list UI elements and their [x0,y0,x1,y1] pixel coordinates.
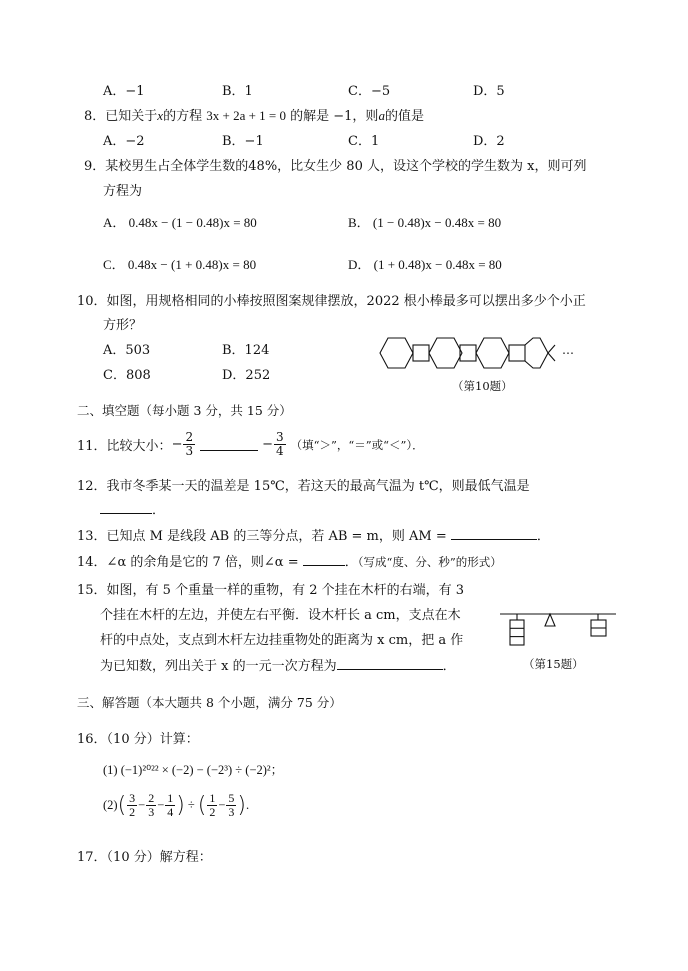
q7-option-d: D．5 [473,84,505,99]
q10-caption: （第10题） [452,379,513,393]
q8-option-d: D．2 [473,134,505,149]
q13-answer-blank[interactable] [451,527,537,540]
q14 [77,551,502,570]
q16-part-2: (2) ( $\frac{3}{2}$ − $\frac{2}{3}$ − $\frac{1}{4}$ ) ÷ ( $\frac{1}{2}$ − $\frac{5}{3}$ ) . [103,791,250,819]
q14-hint: （写成“度、分、秒”的形式） [357,555,502,569]
q8-text-a: 已知关于 [105,109,158,124]
q15-text-line1: 如图，有 5 个重量一样的重物，有 2 个挂在木杆的右端，有 3 [106,583,465,598]
q16-part-1: (1) (−1)²⁰²² × (−2) − (−2³) ÷ (−2)²； [103,763,284,777]
q8-equation: 3x + 2a + 1 = 0 [206,108,286,123]
q11-minus-1: − [171,437,183,452]
q13-end: ． [536,529,550,544]
q16-frac-a: $\frac{3}{2}$ [129,791,136,819]
q16-head [77,728,199,747]
q11-fraction-2: $\frac{3}{4}$ [276,430,284,458]
q10-hexagon-2 [429,338,462,368]
q10-trailing-stroke [548,345,555,353]
q10-line2: 方形？ [103,318,143,333]
q16-head-text: （10 分）计算： [106,732,199,747]
q10-option-a: A．503 [103,343,151,358]
q15-answer-blank[interactable] [337,657,443,670]
q10-option-b: B．124 [222,343,270,358]
q9-line2: 方程为 [103,184,143,199]
q16-frac-c: $\frac{1}{4}$ [167,791,174,819]
q11 [77,431,424,458]
section-3-title: 三、解答题（本大题共 8 个小题，满分 75 分） [77,695,342,710]
q15-left-weights [510,620,524,645]
q9-text-line1: 某校男生占全体学生数的48%，比女生少 80 人，设这个学校的学生数为 x，则可列 [105,159,587,174]
q9-option-a: A． 0.48x − (1 − 0.48)x = 80 [103,215,257,230]
q10-text-line1: 如图，用规格相同的小棒按照图案规律摆放，2022 根小棒最多可以摆出多少个小正 [106,294,586,309]
q15-line1 [77,579,464,598]
q10-hexagon-1 [380,338,413,368]
q12-answer-blank[interactable] [100,501,152,514]
q8-text-b: 的方程 [163,109,203,124]
q12-line2 [100,499,165,518]
q10-figure [380,333,580,373]
q9-line1 [84,155,586,174]
q17-number: 17． [77,850,107,865]
section-2-title: 二、填空题（每小题 3 分，共 15 分） [77,403,292,418]
q10-square-3 [509,345,525,361]
q16-frac-b: $\frac{2}{3}$ [148,791,155,819]
q16-left-paren-2: ( [197,793,207,818]
q15-caption: （第15题） [523,657,584,671]
q16-part-2-label: (2) [103,798,118,812]
q8-number: 8． [84,109,106,124]
q15-line3: 杆的中点处，支点到木杆左边挂重物处的距离为 x cm，把 a 作 [100,633,464,648]
q8-text-c: 的解是 −1，则 [290,109,379,124]
q11-hint: （填“＞”，“＝”或“＜”）． [290,437,424,452]
q16-right-paren-1: ) [176,793,185,818]
q14-text: ∠α 的余角是它的 7 倍，则∠α = [106,555,299,570]
q12-end: ． [152,503,166,518]
q11-answer-blank[interactable] [200,438,258,451]
q9-option-c: C． 0.48x − (1 + 0.48)x = 80 [103,257,257,272]
q17-head [77,846,212,865]
q7-option-c: C．−5 [348,84,391,99]
q14-answer-blank[interactable] [303,553,345,566]
q7-option-a: A．−1 [103,84,145,99]
q11-fraction-1: $\frac{2}{3}$ [185,430,194,458]
q15-end: ． [442,659,456,674]
q13-number: 13． [77,529,107,544]
q14-number: 14． [77,555,107,570]
q13 [77,525,550,544]
q8-var-a: a [378,108,385,123]
q15-line4 [100,655,456,674]
q10-ellipsis: … [562,343,574,357]
q10-option-d: D．252 [222,368,271,383]
q16-right-paren-2: ) [237,793,247,818]
q9-number: 9． [84,159,106,174]
q10-hexagon-4-partial [525,338,548,368]
q9-option-d: D． (1 + 0.48)x − 0.48x = 80 [348,257,502,272]
q8-option-c: C．1 [348,134,380,149]
q15-line2: 个挂在木杆的左边，并使左右平衡．设木杆长 a cm，支点在木 [100,608,461,623]
q10-number: 10． [77,294,107,309]
q7-option-b: B．1 [222,84,253,99]
q15-text-line4: 为已知数，列出关于 x 的一元一次方程为 [100,659,337,674]
q16-left-paren-1: ( [117,793,127,818]
q10-square-1 [413,345,429,361]
q10-hexagon-3 [476,338,509,368]
q10-option-c: C．808 [103,368,151,383]
q8-option-b: B．−1 [222,134,264,149]
q17-head-text: （10 分）解方程： [106,850,212,865]
q15-number: 15． [77,583,107,598]
q8-stem [84,105,424,124]
q9-option-b: B． (1 − 0.48)x − 0.48x = 80 [348,215,502,230]
q12-number: 12 [77,479,94,494]
q16-part-2-end: . [246,798,250,812]
q11-number: 11． [77,439,107,454]
q12-text: ．我市冬季某一天的温差是 15℃，若这天的最高气温为 t℃，则最低气温是 [93,479,530,494]
q14-end: ． [344,555,358,570]
q16-frac-e: $\frac{5}{3}$ [228,791,235,819]
q10-trailing-stroke-2 [548,353,555,361]
q11-text: 比较大小： [106,439,172,454]
q12-line1 [77,475,530,494]
q13-text: 已知点 M 是线段 AB 的三等分点，若 AB = m，则 AM = [106,529,447,544]
q11-minus-2: − [262,437,274,452]
q8-option-a: A．−2 [103,134,145,149]
q8-var-x: x [157,108,164,123]
q10-line1 [77,290,586,309]
q16-frac-d: $\frac{1}{2}$ [209,791,216,819]
q16-number: 16． [77,732,107,747]
q8-text-d: 的值是 [384,109,424,124]
q15-fulcrum [545,614,555,626]
q15-figure [500,612,618,652]
